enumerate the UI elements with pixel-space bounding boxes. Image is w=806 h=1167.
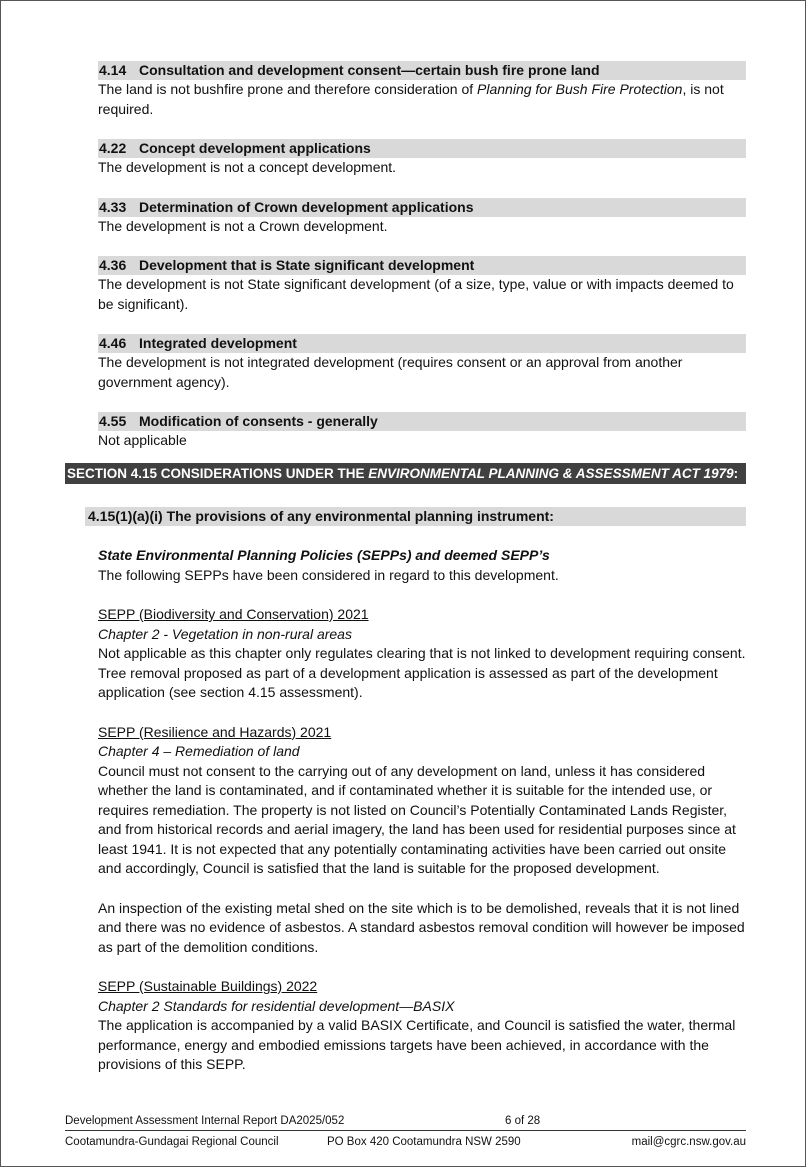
section-heading-act: ENVIRONMENTAL PLANNING & ASSESSMENT ACT 1979: [368, 466, 734, 481]
sepp-chapter: Chapter 2 Standards for residential development—BASIX: [98, 997, 455, 1014]
clause-body-italic: Planning for Bush Fire Protection: [477, 81, 683, 97]
footer-report-title: Development Assessment Internal Report DA2025/052: [65, 1115, 345, 1127]
sepp-paragraph: Not applicable as this chapter only regulates clearing that is not linked to development requiring consent. Tree removal proposed as part of a development application is assessed as part of the development application (see section 4.15 assessment).: [98, 645, 746, 700]
clause-4-22: [98, 139, 746, 178]
section-heading-suffix: :: [733, 466, 739, 481]
page-number: 6 of 28: [505, 1115, 541, 1127]
clause-number: 4.36: [99, 257, 127, 273]
clause-body: The development is not a concept development.: [98, 159, 397, 175]
clause-number: 4.55: [99, 413, 127, 429]
sepps-heading: State Environmental Planning Policies (SEPPs) and deemed SEPP’s: [98, 547, 550, 563]
clause-body: The development is not State significant development (of a size, type, value or with impacts deemed to be significant).: [98, 276, 734, 312]
clause-4-46: [98, 334, 746, 392]
clause-4-14: [98, 61, 746, 119]
clause-body: Not applicable: [98, 432, 187, 448]
clause-title: Modification of consents - generally: [139, 413, 378, 429]
footer-address: PO Box 420 Cootamundra NSW 2590: [327, 1136, 521, 1148]
clause-heading: [98, 139, 746, 158]
sepp-chapter: Chapter 2 - Vegetation in non-rural areas: [98, 625, 352, 642]
footer-contact-line: [65, 1134, 746, 1150]
clause-title: Determination of Crown development applications: [139, 198, 474, 215]
clause-number: 4.33: [99, 198, 127, 215]
clause-title: Consultation and development consent—certain bush fire prone land: [139, 62, 600, 78]
subsection-heading: 4.15(1)(a)(i) The provisions of any environmental planning instrument:: [85, 507, 746, 526]
sepp-section: [98, 546, 748, 1075]
sepp-paragraph: The application is accompanied by a valid BASIX Certificate, and Council is satisfied the water, thermal performance, energy and embodied emissions targets have been achieved, in accordance with the provisions of this SEPP.: [98, 1017, 736, 1072]
clause-body-text: The land is not bushfire prone and therefore consideration of: [98, 81, 478, 97]
clause-heading: [98, 198, 746, 217]
clause-heading: [98, 61, 746, 80]
clause-body: The development is not a Crown development.: [98, 217, 388, 234]
clause-body: The development is not integrated development (requires consent or an approval from another government agency).: [98, 354, 683, 390]
clause-4-55: [98, 412, 746, 451]
footer-divider: [65, 1130, 746, 1131]
sepp-chapter: Chapter 4 – Remediation of land: [98, 743, 300, 759]
section-heading-prefix: SECTION 4.15 CONSIDERATIONS UNDER THE: [67, 466, 369, 481]
clause-title: Development that is State significant development: [139, 257, 475, 273]
section-heading: [65, 463, 746, 484]
clause-title: Concept development applications: [139, 140, 371, 156]
sepps-intro-text: The following SEPPs have been considered in regard to this development.: [98, 566, 559, 583]
sepp-paragraph: Council must not consent to the carrying out of any development on land, unless it has considered whether the land is contaminated, and if contaminated whether it is suitable for the intended use, or requires remediation. The property is not listed on Council’s Potentially Contaminated Lands Register, and from historical records and aerial imagery, the land has been used for residential purposes since at least 1941. It is not expected that any potentially contaminating activities have been carried out onsite and accordingly, Council is satisfied that the land is suitable for the proposed development.: [98, 762, 736, 876]
clause-4-36: [98, 256, 746, 314]
clause-number: 4.22: [99, 140, 127, 156]
clause-title: Integrated development: [139, 335, 297, 351]
clause-heading: [98, 334, 746, 353]
sepp-paragraph: An inspection of the existing metal shed on the site which is to be demolished, reveals that it is not lined and there was no evidence of asbestos. A standard asbestos removal condition will however be imposed as part of the demolition conditions.: [98, 899, 745, 955]
clause-heading: [98, 412, 746, 431]
footer-email: mail@cgrc.nsw.gov.au: [631, 1136, 746, 1148]
footer-report-line: [65, 1113, 746, 1129]
sepp-title: SEPP (Biodiversity and Conservation) 2021: [98, 606, 369, 622]
clause-list: [98, 61, 746, 451]
clause-body-text-end: , is not required.: [98, 81, 724, 117]
clause-number: 4.14: [99, 62, 127, 78]
clause-number: 4.46: [99, 335, 127, 351]
sepp-title: SEPP (Sustainable Buildings) 2022: [98, 978, 318, 994]
clause-4-33: [98, 198, 746, 237]
clause-heading: [98, 256, 746, 275]
clause-body: [98, 80, 746, 119]
footer-council: Cootamundra-Gundagai Regional Council: [65, 1136, 279, 1148]
sepp-title: SEPP (Resilience and Hazards) 2021: [98, 723, 332, 740]
